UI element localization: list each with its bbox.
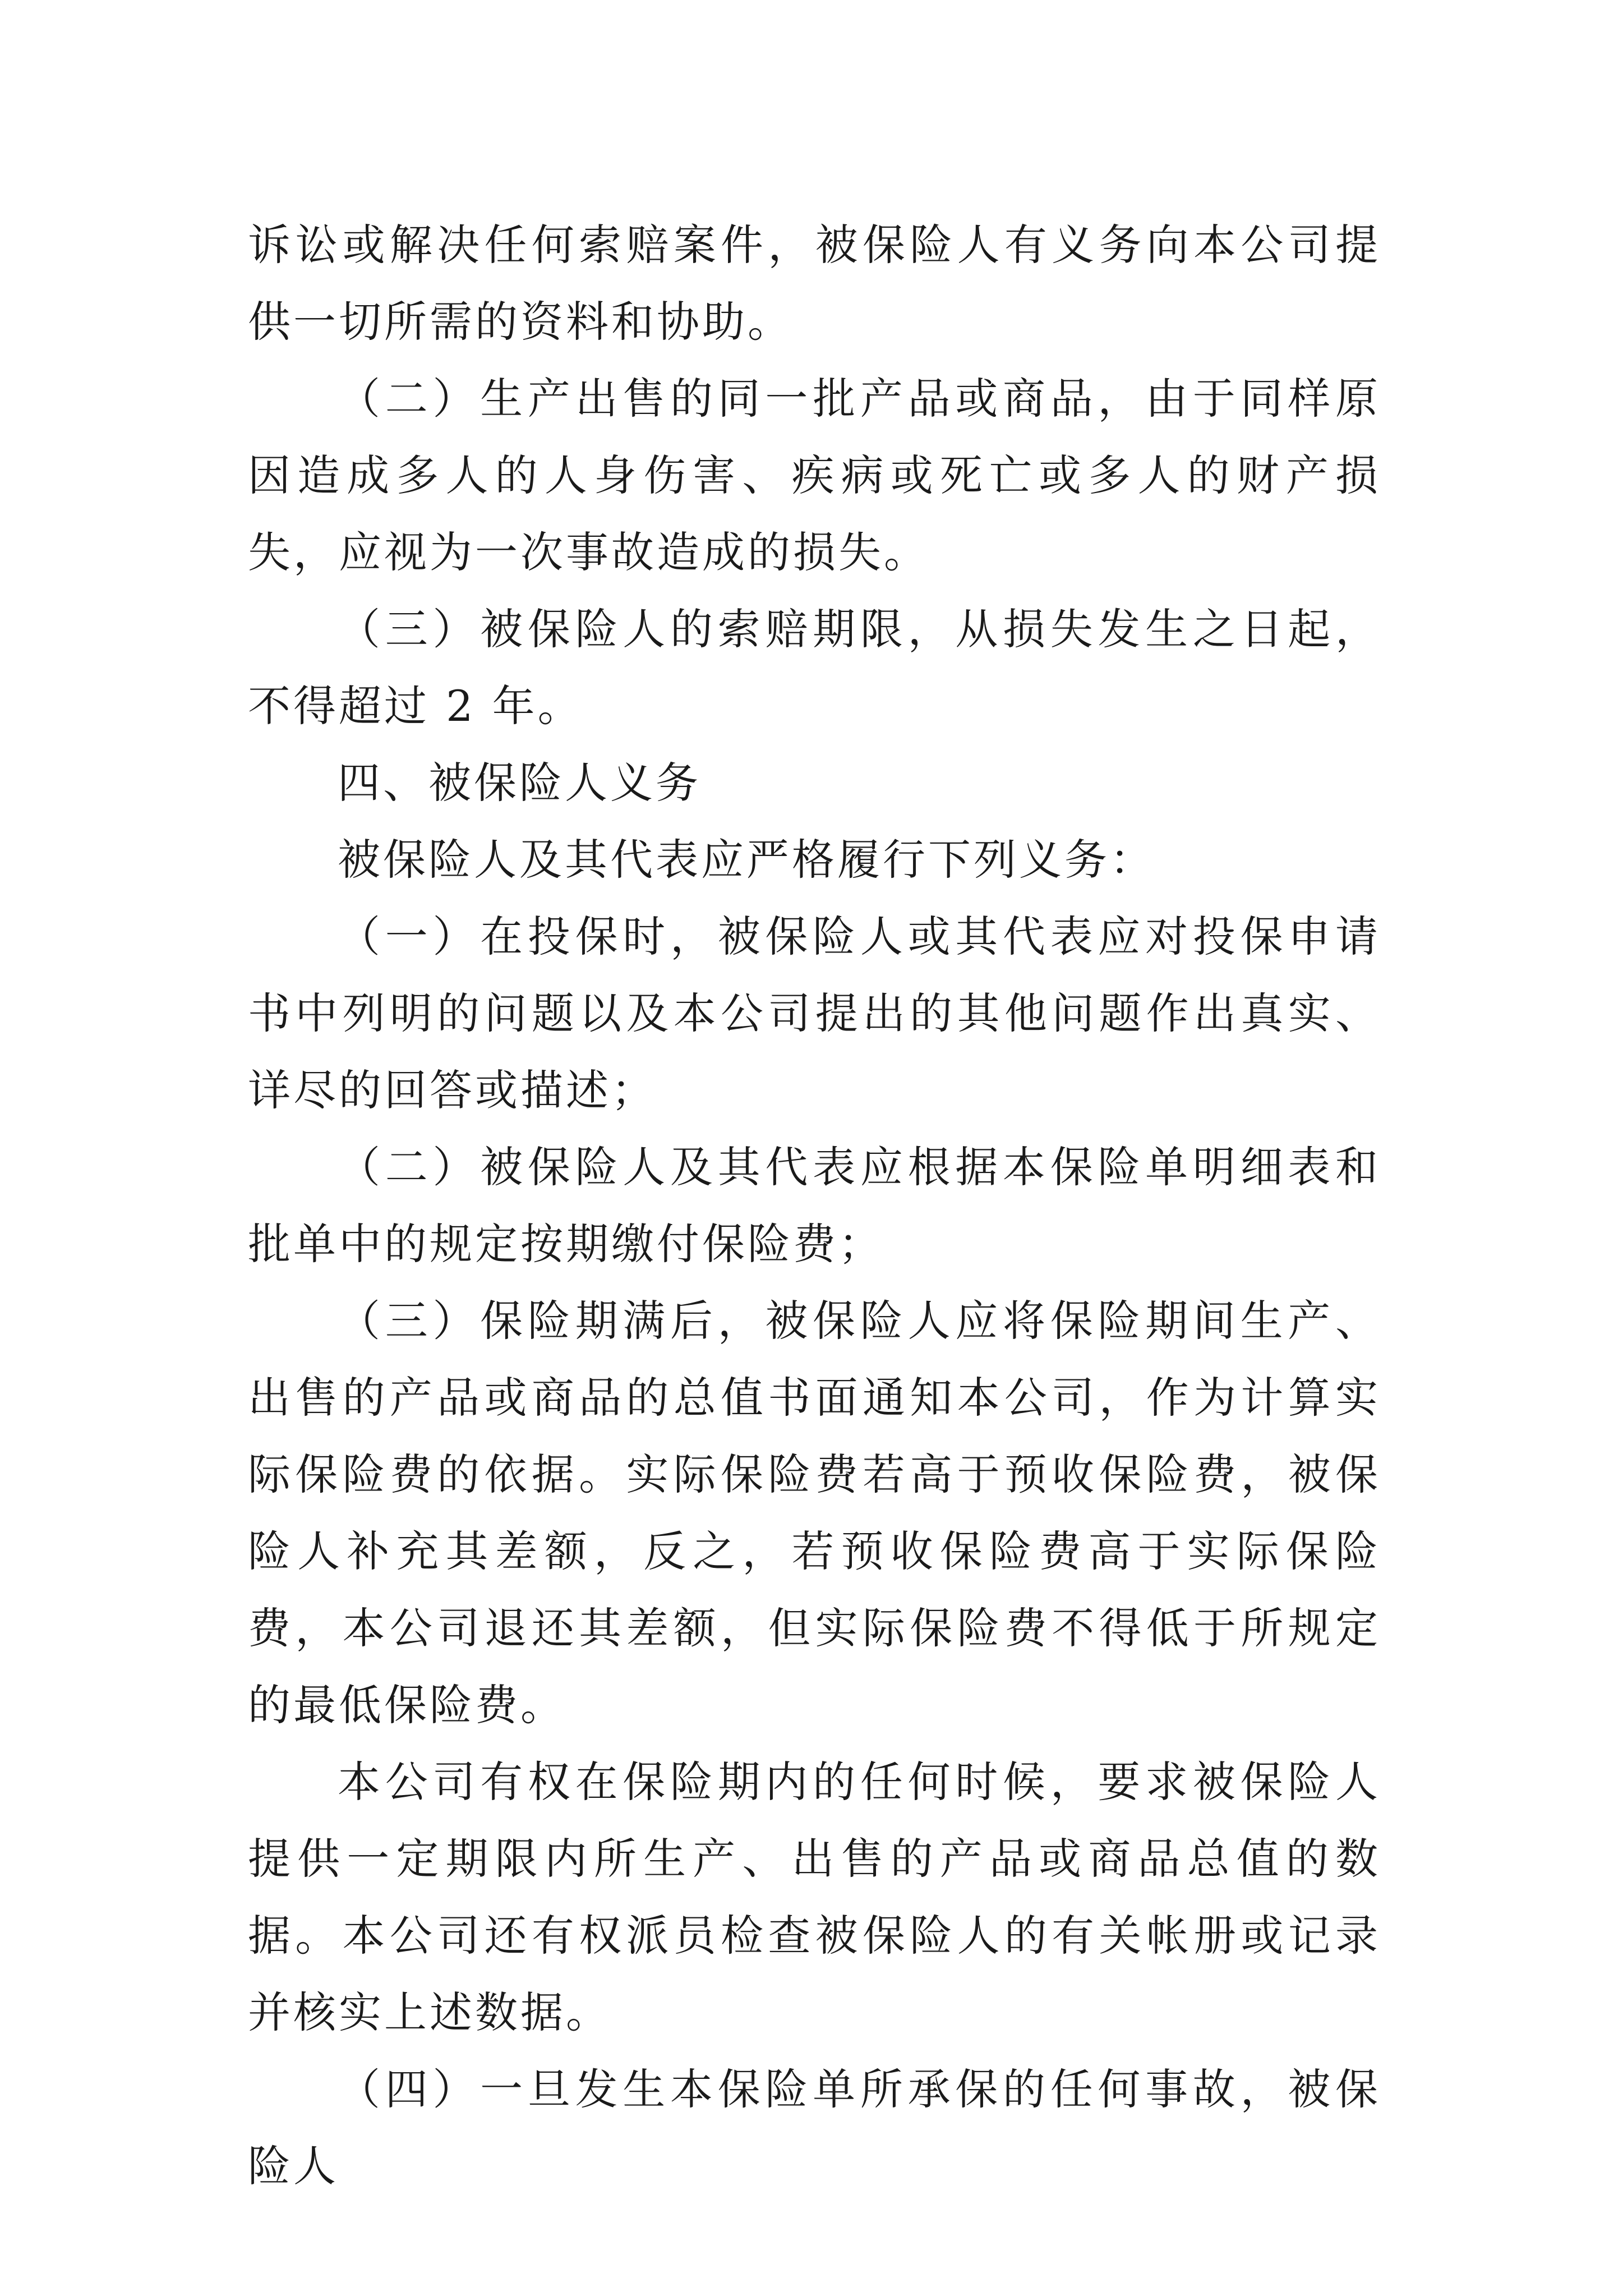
paragraph-clause-2: （二）生产出售的同一批产品或商品，由于同样原因造成多人的人身伤害、疾病或死亡或多人的财产损失，应视为一次事故造成的损失。	[248, 374, 1381, 577]
paragraph-continuation: 诉讼或解决任何索赔案件，被保险人有义务向本公司提供一切所需的资料和协助。	[248, 220, 1381, 347]
document-body	[248, 206, 1381, 2205]
paragraph-clause-3: （三）被保险人的索赔期限，从损失发生之日起，不得超过 2 年。	[248, 604, 1381, 731]
paragraph-obligation-1: （一）在投保时，被保险人或其代表应对投保申请书中列明的问题以及本公司提出的其他问题作出真实、详尽的回答或描述；	[248, 912, 1381, 1115]
paragraph-obligation-4: （四）一旦发生本保险单所承保的任何事故，被保险人	[248, 2064, 1381, 2191]
paragraph-obligation-3: （三）保险期满后，被保险人应将保险期间生产、出售的产品或商品的总值书面通知本公司，作为计算实际保险费的依据。实际保险费若高于预收保险费，被保险人补充其差额，反之，若预收保险费高于实际保险费，本公司退还其差额，但实际保险费不得低于所规定的最低保险费。	[248, 1296, 1381, 1730]
paragraph-obligations-intro: 被保险人及其代表应严格履行下列义务：	[338, 835, 1155, 885]
paragraph-obligation-2: （二）被保险人及其代表应根据本保险单明细表和批单中的规定按期缴付保险费；	[248, 1142, 1381, 1269]
paragraph-company-rights: 本公司有权在保险期内的任何时候，要求被保险人提供一定期限内所生产、出售的产品或商品总值的数据。本公司还有权派员检查被保险人的有关帐册或记录并核实上述数据。	[248, 1757, 1381, 2037]
section-heading-obligations: 四、被保险人义务	[338, 758, 701, 808]
